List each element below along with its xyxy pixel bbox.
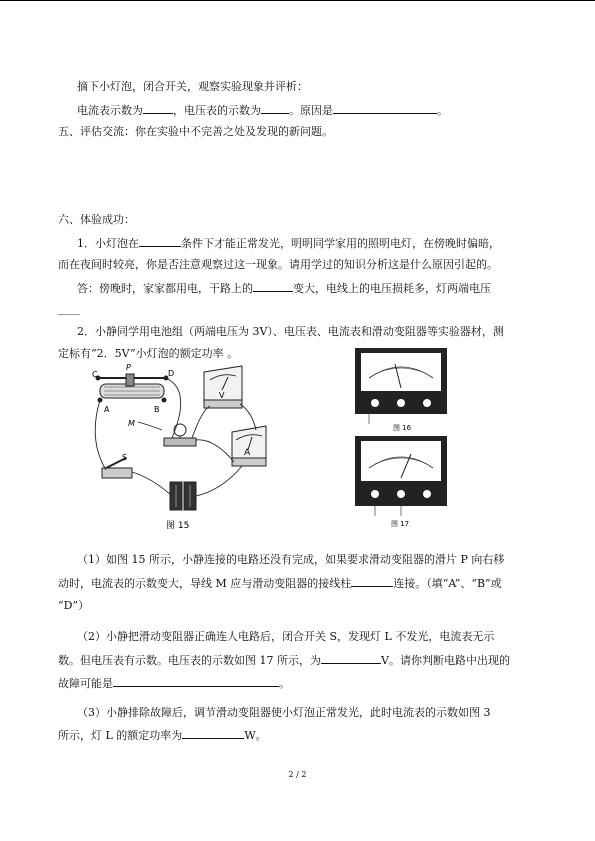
label-amp: A — [244, 448, 251, 458]
answer-blank[interactable] — [253, 281, 293, 292]
header-rule — [0, 0, 595, 1]
figure-16-caption: 图 16 — [393, 424, 412, 432]
label-p: P — [126, 363, 131, 372]
figure-16-meter — [355, 348, 447, 432]
answer-blank[interactable] — [351, 576, 393, 587]
text-line-7 — [77, 281, 491, 296]
question-1-line-2 — [58, 576, 502, 591]
question-2-line-3 — [58, 676, 290, 691]
text-seg: 连接。（填“A”、“B”或 — [393, 577, 502, 590]
question-1-line-3: “D”） — [58, 599, 90, 612]
text-seg: 。 — [279, 677, 290, 690]
answer-blank[interactable] — [139, 236, 181, 247]
label-v: V — [219, 391, 225, 400]
figure-17-caption: 图 17 — [391, 520, 410, 528]
text-line-6: 而在夜间时较亮，你是否注意观察过这一现象。请用学过的知识分析这是什么原因引起的。 — [58, 258, 498, 271]
figure-17-meter — [355, 436, 447, 530]
figure-15-circuit — [92, 360, 278, 532]
text-seg: 所示，灯 L 的额定功率为 — [58, 729, 183, 742]
question-2-line-1: （2）小静把滑动变阻器正确连人电路后，闭合开关 S，发现灯 L 不发光，电流表无示 — [77, 630, 495, 643]
text-seg: 数。但电压表有示数。电压表的示数如图 17 所示，为 — [58, 654, 321, 667]
text-seg: V。请你判断电路中出现的 — [381, 654, 510, 667]
text-seg: 故障可能是 — [58, 677, 113, 690]
text-line-8: ____ — [58, 302, 80, 315]
figure-15-caption: 图 15 — [166, 521, 190, 531]
section-five-heading: 五、评估交流：你在实验中不完善之处及发现的新问题。 — [58, 125, 333, 138]
question-2-line-2 — [58, 653, 510, 668]
text-seg: 变大，电线上的电压损耗多，灯两端电压 — [293, 282, 491, 295]
switch — [102, 458, 132, 478]
answer-blank[interactable] — [113, 676, 279, 687]
answer-blank[interactable] — [143, 103, 173, 114]
answer-blank[interactable] — [261, 103, 289, 114]
section-six-heading: 六、体验成功： — [58, 213, 135, 226]
battery-pack — [170, 482, 196, 510]
text-line-1: 摘下小灯泡，闭合开关，观察实验现象并评析： — [77, 80, 308, 93]
answer-blank[interactable] — [333, 103, 437, 114]
answer-blank[interactable] — [182, 728, 244, 739]
text-seg: 条件下才能正常发光，明明同学家用的照明电灯，在傍晚时偏暗， — [181, 237, 500, 250]
text-line-10: 定标有“2．5V”小灯泡的额定功率 。 — [58, 347, 239, 360]
ammeter — [232, 426, 266, 466]
lamp — [164, 424, 196, 446]
text-seg: ，电压表的示数为 — [173, 104, 261, 117]
page-number: 2 / 2 — [288, 770, 307, 779]
label-d: D — [168, 369, 175, 378]
rheostat — [96, 374, 169, 403]
label-b: B — [154, 405, 160, 414]
text-seg: W。 — [244, 729, 267, 742]
label-s: S — [122, 453, 128, 462]
label-m: M — [128, 419, 135, 428]
text-line-5 — [77, 236, 500, 251]
voltmeter — [204, 366, 242, 408]
label-a: A — [104, 405, 110, 414]
question-3-line-1: （3）小静排除故障后，调节滑动变阻器使小灯泡正常发光，此时电流表的示数如图 3 — [77, 706, 491, 719]
text-seg: 电流表示数为 — [77, 104, 143, 117]
text-seg: 动时，电流表的示数变大，导线 M 应与滑动变阻器的接线柱 — [58, 577, 352, 590]
text-seg: 。 — [437, 104, 448, 117]
answer-blank[interactable] — [321, 653, 381, 664]
text-seg: 答：傍晚时，家家都用电，干路上的 — [77, 282, 253, 295]
text-line-2 — [77, 103, 448, 118]
text-seg: 。原因是 — [289, 104, 333, 117]
text-seg: 1．小灯泡在 — [77, 237, 139, 250]
question-1-line-1: （1）如图 15 所示，小静连接的电路还没有完成，如果要求滑动变阻器的滑片 P 向右移 — [77, 553, 505, 566]
label-c: C — [92, 370, 98, 379]
question-3-line-2 — [58, 728, 267, 743]
text-line-9: 2．小静同学用电池组（两端电压为 3V）、电压表、电流表和滑动变阻器等实验器材，测 — [77, 325, 504, 338]
